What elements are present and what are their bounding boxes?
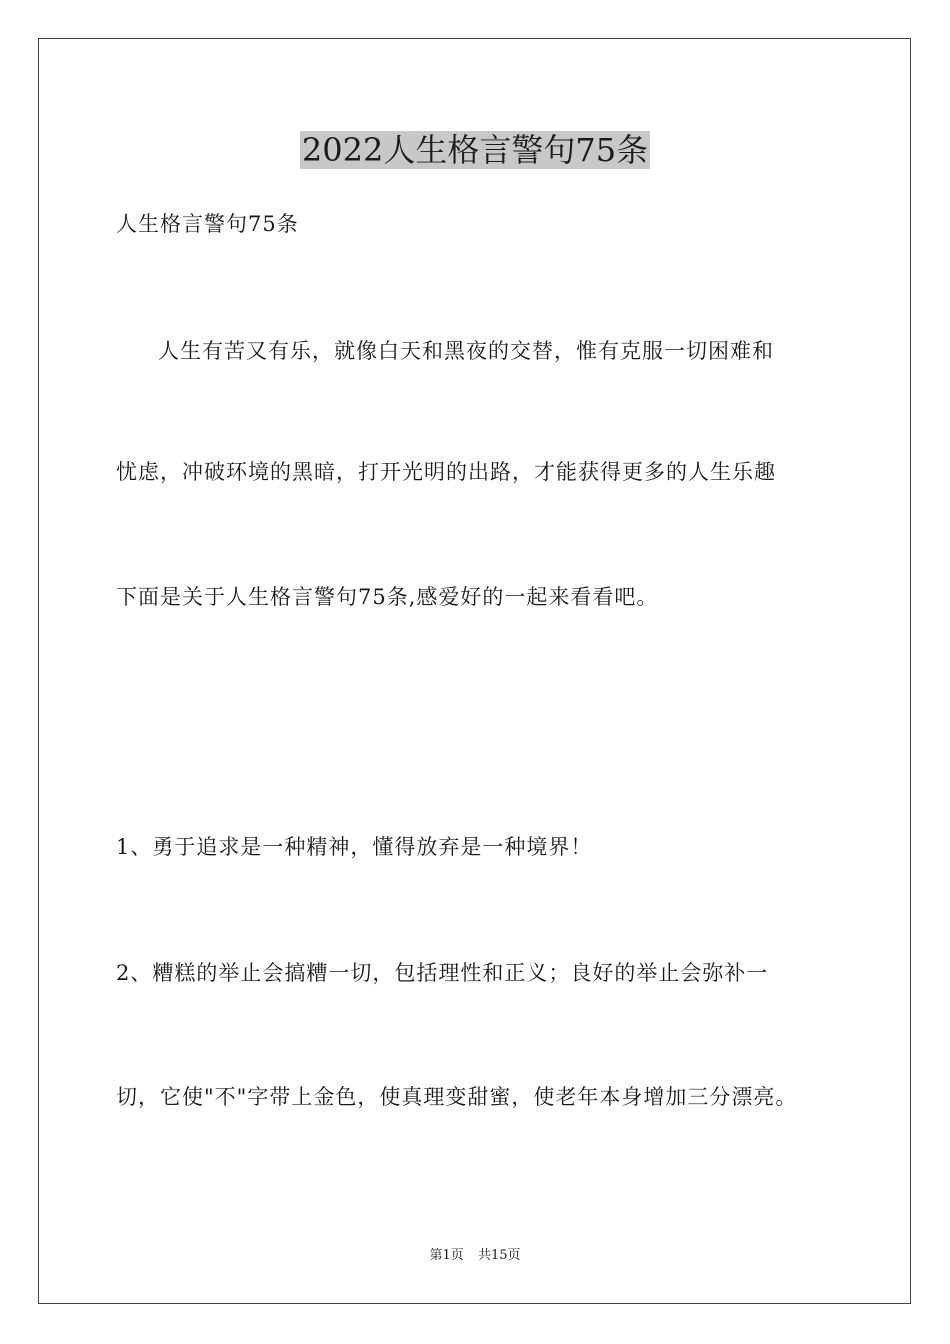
page-footer xyxy=(0,1247,950,1265)
list-item: 2、糟糕的举止会搞糟一切，包括理性和正义；良好的举止会弥补一 xyxy=(116,961,769,985)
intro-line: 下面是关于人生格言警句75条,感爱好的一起来看看吧。 xyxy=(116,585,659,609)
list-item-continuation: 切，它使"不"字带上金色，使真理变甜蜜，使老年本身增加三分漂亮。 xyxy=(116,1085,798,1109)
intro-line: 忧虑，冲破环境的黑暗，打开光明的出路，才能获得更多的人生乐趣 xyxy=(116,460,776,484)
page-number: 第1页 xyxy=(429,1248,464,1263)
document-title-text: 2022人生格言警句75条 xyxy=(301,131,649,169)
intro-line: 人生有苦又有乐，就像白天和黑夜的交替，惟有克服一切困难和 xyxy=(158,339,774,363)
document-subtitle: 人生格言警句75条 xyxy=(116,212,299,236)
list-item: 1、勇于追求是一种精神，懂得放弃是一种境界！ xyxy=(116,835,593,859)
document-title xyxy=(0,127,950,173)
page-total: 共15页 xyxy=(477,1248,521,1263)
